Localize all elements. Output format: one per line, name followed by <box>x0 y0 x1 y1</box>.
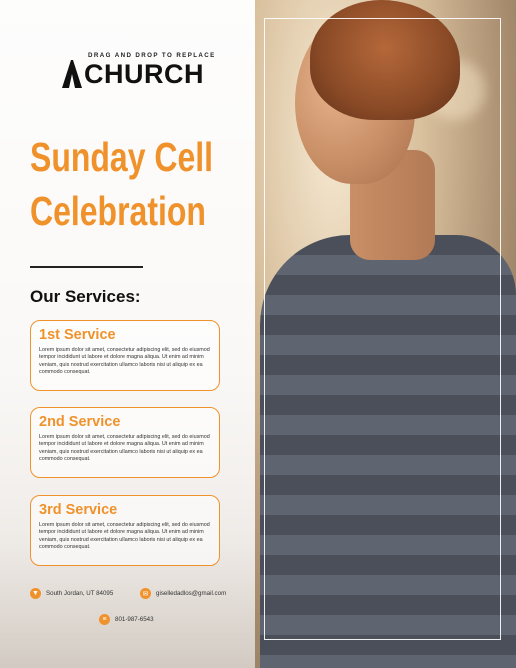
contact-address <box>30 588 113 599</box>
service-card-1 <box>30 320 220 391</box>
service-card-description: Lorem ipsum dolor sit amet, consectetur adipiscing elit, sed do eiusmod tempor incididunt ut labore et dolore magna aliqua. Ut enim ad minim veniam, quis nostrud exercitation ullamco laboris nisi ut aliquip ex ea commodo consequat. <box>39 522 210 551</box>
title-line-1: Sunday Cell <box>30 134 214 180</box>
title-line-2: Celebration <box>30 188 206 234</box>
title-divider <box>30 266 143 268</box>
contact-email <box>140 588 226 599</box>
service-card-description: Lorem ipsum dolor sit amet, consectetur adipiscing elit, sed do eiusmod tempor incididunt ut labore et dolore magna aliqua. Ut enim ad minim veniam, quis nostrud exercitation ullamco laboris nisi ut aliquip ex ea commodo consequat. <box>39 347 210 376</box>
services-heading: Our Services: <box>30 287 141 306</box>
address-text: South Jordan, UT 84095 <box>46 590 114 597</box>
logo-wordmark: CHURCH <box>84 59 204 89</box>
service-card-title: 3rd Service <box>39 502 118 518</box>
location-pin-icon: ▼ <box>30 588 41 599</box>
service-card-description: Lorem ipsum dolor sit amet, consectetur adipiscing elit, sed do eiusmod tempor incididunt ut labore et dolore magna aliqua. Ut enim ad minim veniam, quis nostrud exercitation ullamco laboris nisi ut aliquip ex ea commodo consequat. <box>39 434 210 463</box>
envelope-icon: ✉ <box>140 588 151 599</box>
church-spire-icon <box>62 60 82 88</box>
service-card-title: 1st Service <box>39 327 116 343</box>
church-logo <box>62 60 204 88</box>
service-card-3 <box>30 495 220 566</box>
service-card-title: 2nd Service <box>39 414 121 430</box>
service-card-2 <box>30 407 220 478</box>
email-text: giselledadlos@gmail.com <box>156 590 227 597</box>
logo-tagline: DRAG AND DROP TO REPLACE <box>88 52 216 59</box>
contact-phone <box>99 614 154 625</box>
phone-text: 801-987-6543 <box>115 616 154 623</box>
contact-list-icon: ≡ <box>99 614 110 625</box>
page-title <box>30 130 214 238</box>
photo-frame-border <box>264 18 501 640</box>
